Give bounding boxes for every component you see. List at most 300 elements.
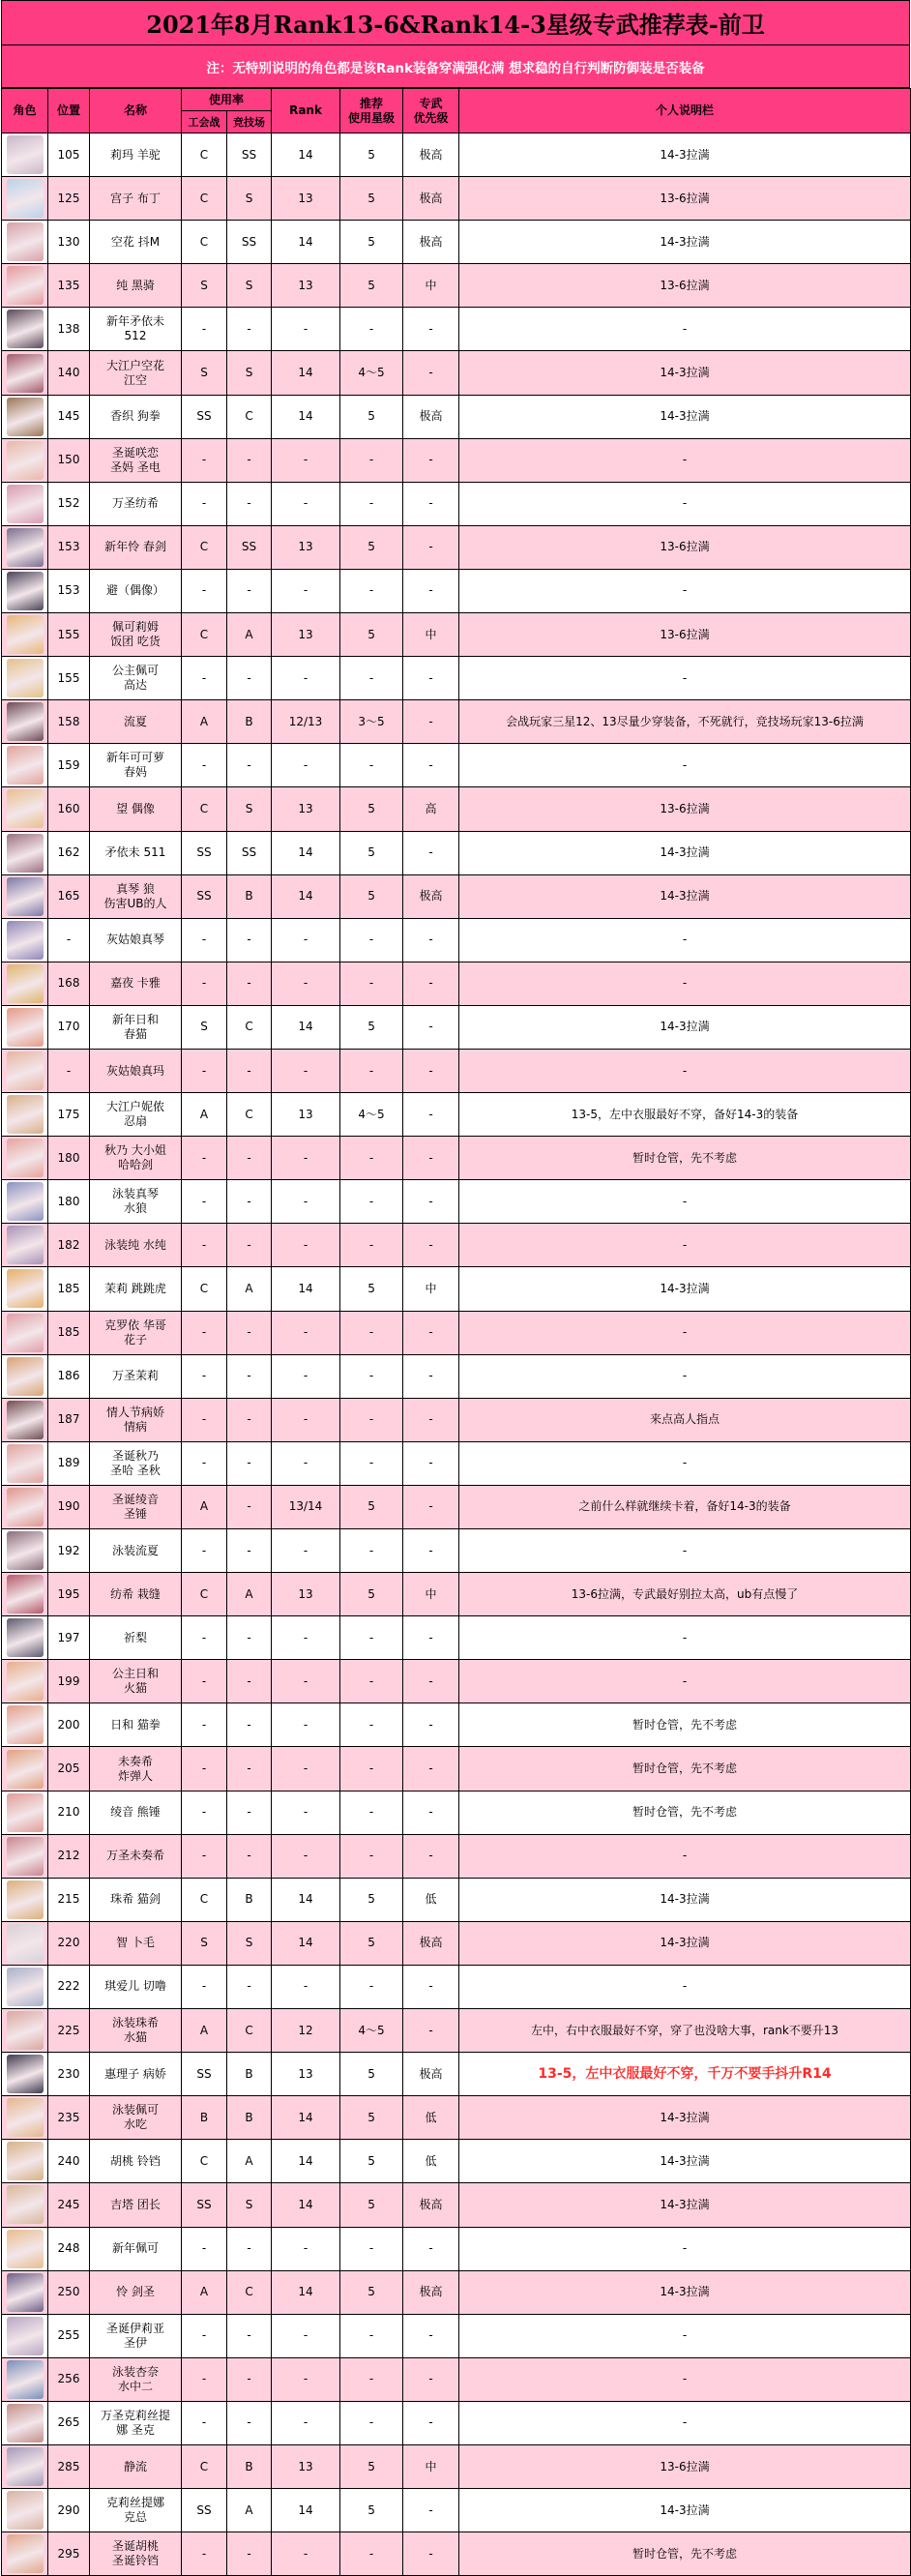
cell-weapon: -: [403, 1224, 459, 1267]
cell-clan: -: [182, 1529, 227, 1573]
cell-rank: 13: [272, 2444, 340, 2488]
cell-pos: 160: [48, 787, 90, 831]
avatar-cell: [2, 1660, 48, 1703]
cell-clan: -: [182, 2227, 227, 2270]
cell-clan: A: [182, 1485, 227, 1528]
avatar-cell: [2, 2489, 48, 2532]
cell-weapon: 低: [403, 2140, 459, 2183]
avatar: [7, 2491, 44, 2530]
table-row: [2, 1311, 911, 1354]
cell-rank: -: [272, 1441, 340, 1485]
avatar-cell: [2, 1878, 48, 1921]
avatar-cell: [2, 2183, 48, 2227]
table-row: [2, 1791, 911, 1834]
avatar: [7, 1008, 44, 1047]
cell-weapon: -: [403, 2532, 459, 2576]
cell-name: 新年矛依未 512: [90, 308, 182, 351]
avatar: [7, 1924, 44, 1963]
cell-pos: -: [48, 918, 90, 962]
cell-arena: B: [227, 700, 272, 744]
cell-name: 茉莉 跳跳虎: [90, 1267, 182, 1311]
cell-clan: -: [182, 744, 227, 787]
cell-clan: A: [182, 700, 227, 744]
cell-desc: 14-3拉满: [459, 351, 911, 395]
cell-arena: -: [227, 1529, 272, 1573]
cell-star: 5: [340, 787, 403, 831]
avatar-cell: [2, 308, 48, 351]
cell-desc: 13-6拉满: [459, 177, 911, 221]
avatar-cell: [2, 438, 48, 482]
cell-desc: -: [459, 2314, 911, 2357]
cell-star: 5: [340, 831, 403, 874]
cell-clan: C: [182, 177, 227, 221]
cell-desc: 14-3拉满: [459, 2183, 911, 2227]
cell-desc: -: [459, 2227, 911, 2270]
cell-star: 5: [340, 2444, 403, 2488]
cell-name: 公主佩可 高达: [90, 657, 182, 700]
cell-rank: 14: [272, 221, 340, 264]
cell-desc: -: [459, 569, 911, 612]
cell-clan: -: [182, 1311, 227, 1354]
cell-pos: 255: [48, 2314, 90, 2357]
cell-arena: -: [227, 962, 272, 1005]
cell-arena: -: [227, 1180, 272, 1224]
cell-clan: -: [182, 1703, 227, 1747]
cell-star: 5: [340, 221, 403, 264]
cell-clan: -: [182, 2532, 227, 2576]
cell-name: 琪爱儿 切噜: [90, 1965, 182, 2008]
cell-rank: 14: [272, 1267, 340, 1311]
cell-name: 公主日和 火猫: [90, 1660, 182, 1703]
cell-pos: 195: [48, 1573, 90, 1616]
cell-pos: 248: [48, 2227, 90, 2270]
avatar: [7, 2142, 44, 2180]
avatar-cell: [2, 1311, 48, 1354]
cell-pos: 240: [48, 2140, 90, 2183]
avatar-cell: [2, 2314, 48, 2357]
avatar: [7, 528, 44, 567]
cell-clan: -: [182, 308, 227, 351]
cell-weapon: -: [403, 1049, 459, 1092]
cell-rank: 14: [272, 1878, 340, 1921]
cell-desc: -: [459, 962, 911, 1005]
avatar-cell: [2, 1616, 48, 1660]
cell-name: 真琴 狼 伤害UB的人: [90, 874, 182, 918]
cell-name: 灰姑娘真琴: [90, 918, 182, 962]
cell-name: 泳装流夏: [90, 1529, 182, 1573]
cell-weapon: -: [403, 1005, 459, 1049]
cell-star: -: [340, 1137, 403, 1180]
cell-name: 新年佩可: [90, 2227, 182, 2270]
cell-clan: -: [182, 657, 227, 700]
cell-star: 4～5: [340, 351, 403, 395]
table-row: [2, 962, 911, 1005]
cell-arena: B: [227, 874, 272, 918]
cell-star: 5: [340, 2096, 403, 2140]
cell-pos: 130: [48, 221, 90, 264]
cell-clan: -: [182, 1398, 227, 1441]
cell-pos: 175: [48, 1093, 90, 1137]
cell-name: 香织 狗拳: [90, 395, 182, 438]
cell-pos: 197: [48, 1616, 90, 1660]
cell-rank: 14: [272, 395, 340, 438]
cell-rank: -: [272, 962, 340, 1005]
cell-pos: 180: [48, 1180, 90, 1224]
cell-arena: -: [227, 1660, 272, 1703]
cell-star: -: [340, 1049, 403, 1092]
cell-weapon: -: [403, 525, 459, 569]
cell-weapon: -: [403, 1529, 459, 1573]
cell-rank: -: [272, 2314, 340, 2357]
avatar: [7, 2534, 44, 2573]
cell-pos: 185: [48, 1267, 90, 1311]
cell-name: 嘉夜 卡雅: [90, 962, 182, 1005]
cell-pos: 245: [48, 2183, 90, 2227]
cell-weapon: -: [403, 1311, 459, 1354]
avatar: [7, 2360, 44, 2399]
avatar: [7, 2317, 44, 2355]
cell-star: -: [340, 1441, 403, 1485]
avatar: [7, 1095, 44, 1134]
cell-name: 万圣纺希: [90, 482, 182, 525]
cell-arena: S: [227, 264, 272, 308]
cell-star: -: [340, 482, 403, 525]
cell-clan: -: [182, 1354, 227, 1398]
cell-name: 灰姑娘真玛: [90, 1049, 182, 1092]
cell-name: 万圣克莉丝提 娜 圣克: [90, 2401, 182, 2444]
cell-name: 惠理子 病娇: [90, 2053, 182, 2096]
cell-name: 圣诞秋乃 圣哈 圣秋: [90, 1441, 182, 1485]
cell-rank: 14: [272, 2183, 340, 2227]
cell-arena: -: [227, 1224, 272, 1267]
avatar-cell: [2, 2096, 48, 2140]
cell-clan: -: [182, 1660, 227, 1703]
cell-star: -: [340, 918, 403, 962]
cell-pos: 190: [48, 1485, 90, 1528]
cell-pos: 170: [48, 1005, 90, 1049]
cell-weapon: -: [403, 1485, 459, 1528]
cell-pos: 153: [48, 569, 90, 612]
cell-clan: SS: [182, 2489, 227, 2532]
cell-pos: 192: [48, 1529, 90, 1573]
cell-weapon: -: [403, 482, 459, 525]
cell-arena: -: [227, 1791, 272, 1834]
table-row: [2, 2009, 911, 2053]
cell-clan: -: [182, 2401, 227, 2444]
cell-star: -: [340, 2227, 403, 2270]
cell-star: -: [340, 2401, 403, 2444]
table-row: [2, 525, 911, 569]
cell-name: 佩可莉姆 饭团 吃货: [90, 613, 182, 657]
cell-arena: SS: [227, 525, 272, 569]
cell-arena: -: [227, 1354, 272, 1398]
cell-clan: S: [182, 351, 227, 395]
avatar-cell: [2, 1573, 48, 1616]
cell-rank: 13: [272, 1093, 340, 1137]
cell-pos: 153: [48, 525, 90, 569]
cell-desc: 14-3拉满: [459, 831, 911, 874]
cell-clan: SS: [182, 2053, 227, 2096]
cell-desc: -: [459, 308, 911, 351]
cell-desc: 会战玩家三星12、13尽量少穿装备，不死就行，竞技场玩家13-6拉满: [459, 700, 911, 744]
cell-pos: 186: [48, 1354, 90, 1398]
cell-weapon: -: [403, 657, 459, 700]
cell-name: 情人节病娇 情病: [90, 1398, 182, 1441]
avatar: [7, 572, 44, 610]
avatar-cell: [2, 1267, 48, 1311]
cell-desc: -: [459, 744, 911, 787]
cell-desc: 13-6拉满: [459, 613, 911, 657]
cell-weapon: 中: [403, 613, 459, 657]
table-row: [2, 1965, 911, 2008]
cell-rank: -: [272, 657, 340, 700]
avatar-cell: [2, 787, 48, 831]
cell-desc: -: [459, 1354, 911, 1398]
avatar: [7, 659, 44, 697]
table-row: [2, 874, 911, 918]
recommendation-sheet: [1, 0, 910, 2576]
cell-arena: A: [227, 2140, 272, 2183]
cell-pos: 159: [48, 744, 90, 787]
cell-name: 吉塔 团长: [90, 2183, 182, 2227]
avatar-cell: [2, 1529, 48, 1573]
cell-star: 4～5: [340, 1093, 403, 1137]
cell-weapon: -: [403, 831, 459, 874]
header-clan: 工会战: [182, 111, 227, 133]
cell-pos: 200: [48, 1703, 90, 1747]
cell-arena: -: [227, 2227, 272, 2270]
table-row: [2, 569, 911, 612]
cell-rank: 14: [272, 2140, 340, 2183]
avatar: [7, 1575, 44, 1614]
cell-weapon: -: [403, 569, 459, 612]
table-row: [2, 1005, 911, 1049]
avatar-cell: [2, 2140, 48, 2183]
cell-rank: 14: [272, 2489, 340, 2532]
cell-name: 智 卜毛: [90, 1921, 182, 1965]
cell-desc: 暂时仓管，先不考虑: [459, 1703, 911, 1747]
cell-rank: 14: [272, 351, 340, 395]
cell-arena: -: [227, 1965, 272, 2008]
cell-star: -: [340, 657, 403, 700]
cell-weapon: -: [403, 1354, 459, 1398]
cell-star: 5: [340, 525, 403, 569]
header-usage: 使用率: [182, 89, 272, 111]
cell-star: 5: [340, 133, 403, 177]
cell-star: 5: [340, 2053, 403, 2096]
avatar-cell: [2, 2227, 48, 2270]
cell-weapon: -: [403, 1791, 459, 1834]
avatar: [7, 746, 44, 785]
cell-rank: -: [272, 1529, 340, 1573]
avatar-cell: [2, 1005, 48, 1049]
cell-name: 矛依未 511: [90, 831, 182, 874]
cell-clan: -: [182, 569, 227, 612]
cell-clan: C: [182, 1267, 227, 1311]
table-row: [2, 1093, 911, 1137]
header-role: 角色: [2, 89, 48, 133]
cell-arena: -: [227, 482, 272, 525]
table-row: [2, 1529, 911, 1573]
cell-weapon: -: [403, 2009, 459, 2053]
cell-weapon: -: [403, 308, 459, 351]
cell-arena: -: [227, 1311, 272, 1354]
cell-star: 5: [340, 2270, 403, 2314]
cell-star: -: [340, 962, 403, 1005]
cell-star: 4～5: [340, 2009, 403, 2053]
cell-pos: 135: [48, 264, 90, 308]
cell-arena: -: [227, 1137, 272, 1180]
cell-pos: 162: [48, 831, 90, 874]
cell-name: 泳装佩可 水吃: [90, 2096, 182, 2140]
table-row: [2, 2140, 911, 2183]
table-row: [2, 2444, 911, 2488]
cell-desc: 14-3拉满: [459, 133, 911, 177]
cell-clan: C: [182, 525, 227, 569]
cell-desc: -: [459, 1529, 911, 1573]
cell-name: 莉玛 羊驼: [90, 133, 182, 177]
cell-rank: -: [272, 438, 340, 482]
cell-rank: 14: [272, 2096, 340, 2140]
cell-rank: -: [272, 1180, 340, 1224]
cell-star: -: [340, 1791, 403, 1834]
cell-name: 泳装珠希 水猫: [90, 2009, 182, 2053]
cell-desc: 之前什么样就继续卡着，备好14-3的装备: [459, 1485, 911, 1528]
cell-arena: A: [227, 613, 272, 657]
avatar-cell: [2, 1354, 48, 1398]
cell-pos: 105: [48, 133, 90, 177]
cell-name: 绫音 熊锤: [90, 1791, 182, 1834]
cell-star: -: [340, 1224, 403, 1267]
cell-pos: 180: [48, 1137, 90, 1180]
cell-star: -: [340, 2532, 403, 2576]
cell-name: 怜 剑圣: [90, 2270, 182, 2314]
cell-star: 5: [340, 1005, 403, 1049]
cell-rank: 14: [272, 1921, 340, 1965]
cell-rank: -: [272, 1224, 340, 1267]
table-row: [2, 831, 911, 874]
cell-pos: 140: [48, 351, 90, 395]
cell-rank: -: [272, 2357, 340, 2401]
avatar-cell: [2, 1791, 48, 1834]
cell-weapon: -: [403, 700, 459, 744]
avatar: [7, 1488, 44, 1526]
avatar: [7, 1705, 44, 1744]
cell-name: 祈梨: [90, 1616, 182, 1660]
table-row: [2, 1224, 911, 1267]
page-title: 2021年8月Rank13-6&Rank14-3星级专武推荐表-前卫: [1, 0, 910, 44]
table-row: [2, 264, 911, 308]
header-position: 位置: [48, 89, 90, 133]
cell-star: -: [340, 1354, 403, 1398]
cell-arena: -: [227, 1616, 272, 1660]
cell-pos: 222: [48, 1965, 90, 2008]
table-row: [2, 2357, 911, 2401]
cell-arena: SS: [227, 831, 272, 874]
cell-rank: 13: [272, 264, 340, 308]
avatar: [7, 1357, 44, 1396]
avatar: [7, 266, 44, 305]
cell-desc: -: [459, 2401, 911, 2444]
avatar-cell: [2, 351, 48, 395]
cell-weapon: 极高: [403, 2053, 459, 2096]
cell-pos: 152: [48, 482, 90, 525]
table-row: [2, 2532, 911, 2576]
cell-rank: -: [272, 2401, 340, 2444]
avatar-cell: [2, 962, 48, 1005]
table-row: [2, 351, 911, 395]
cell-weapon: -: [403, 1703, 459, 1747]
table-row: [2, 221, 911, 264]
cell-desc: 13-6拉满: [459, 787, 911, 831]
cell-star: 5: [340, 1485, 403, 1528]
avatar-cell: [2, 1747, 48, 1791]
avatar: [7, 1793, 44, 1832]
avatar: [7, 1051, 44, 1090]
cell-weapon: 中: [403, 2444, 459, 2488]
cell-rank: 14: [272, 2270, 340, 2314]
cell-weapon: 极高: [403, 395, 459, 438]
avatar: [7, 354, 44, 393]
cell-star: -: [340, 1965, 403, 2008]
cell-weapon: -: [403, 1137, 459, 1180]
cell-star: -: [340, 2314, 403, 2357]
cell-name: 新年怜 春剑: [90, 525, 182, 569]
avatar: [7, 2230, 44, 2268]
avatar: [7, 1182, 44, 1221]
cell-star: -: [340, 569, 403, 612]
avatar: [7, 2404, 44, 2443]
cell-weapon: 高: [403, 787, 459, 831]
cell-desc: -: [459, 1834, 911, 1878]
header-rank: Rank: [272, 89, 340, 133]
table-row: [2, 918, 911, 962]
cell-star: 5: [340, 264, 403, 308]
cell-weapon: 极高: [403, 2183, 459, 2227]
cell-arena: -: [227, 1747, 272, 1791]
cell-weapon: 中: [403, 1573, 459, 1616]
cell-pos: -: [48, 1049, 90, 1092]
cell-arena: S: [227, 787, 272, 831]
cell-rank: -: [272, 918, 340, 962]
avatar: [7, 1968, 44, 2006]
cell-name: 万圣未奏希: [90, 1834, 182, 1878]
table-row: [2, 438, 911, 482]
cell-pos: 256: [48, 2357, 90, 2401]
avatar-cell: [2, 482, 48, 525]
avatar: [7, 877, 44, 916]
cell-name: 宫子 布丁: [90, 177, 182, 221]
avatar: [7, 1314, 44, 1352]
header-arena: 竞技场: [227, 111, 272, 133]
cell-weapon: -: [403, 962, 459, 1005]
cell-arena: -: [227, 438, 272, 482]
table-row: [2, 1180, 911, 1224]
cell-rank: -: [272, 744, 340, 787]
cell-pos: 155: [48, 657, 90, 700]
table-row: [2, 1703, 911, 1747]
cell-rank: -: [272, 1354, 340, 1398]
cell-clan: -: [182, 918, 227, 962]
cell-star: -: [340, 1311, 403, 1354]
avatar-cell: [2, 1137, 48, 1180]
cell-rank: -: [272, 482, 340, 525]
table-row: [2, 1137, 911, 1180]
cell-desc: -: [459, 1965, 911, 2008]
cell-pos: 155: [48, 613, 90, 657]
avatar: [7, 615, 44, 654]
avatar: [7, 1880, 44, 1919]
